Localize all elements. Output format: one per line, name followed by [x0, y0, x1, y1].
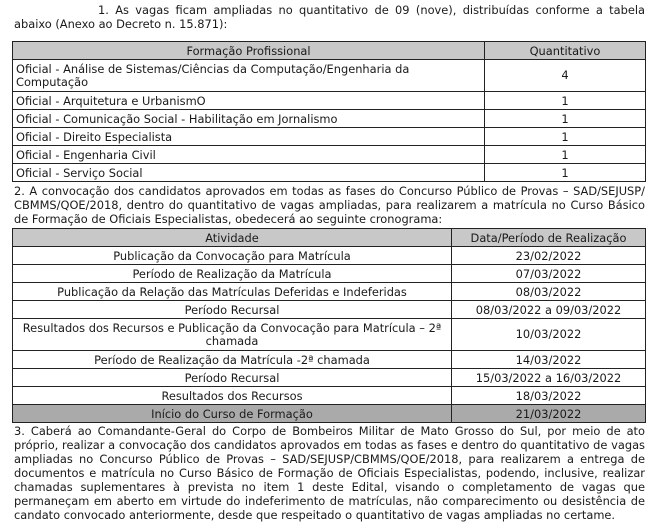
table-cell: 1 — [485, 92, 646, 110]
table-cell: 23/02/2022 — [452, 247, 646, 265]
table-cell: 1 — [485, 164, 646, 182]
column-header: Atividade — [13, 229, 452, 247]
table-cell: 21/03/2022 — [452, 405, 646, 423]
table-cell: 18/03/2022 — [452, 387, 646, 405]
table-row — [13, 247, 646, 265]
table-row — [13, 60, 646, 92]
table-cell: Oficial - Serviço Social — [13, 164, 485, 182]
table-cell: 07/03/2022 — [452, 265, 646, 283]
table-row — [13, 369, 646, 387]
vacancies-table — [12, 41, 646, 182]
table-cell: Período Recursal — [13, 369, 452, 387]
table-row — [13, 128, 646, 146]
table-header-row — [13, 42, 646, 60]
table-cell: Oficial - Arquitetura e UrbanismO — [13, 92, 485, 110]
table-cell: Oficial - Direito Especialista — [13, 128, 485, 146]
table-row — [13, 146, 646, 164]
table-cell: Início do Curso de Formação — [13, 405, 452, 423]
table-cell: Oficial - Engenharia Civil — [13, 146, 485, 164]
paragraph-3: 3. Caberá ao Comandante-Geral do Corpo de Bombeiros Militar de Mato Grosso do Sul, por meio de ato próprio, realizar a convocação dos candidatos aprovados em todas as fases e dentro do quantitativo de vagas ampliadas no Concurso Público de Provas – SAD/SEJUSP/CBMMS/QOE/2018, para realizarem a entrega de documentos e matrícula no Curso Básico de Formação de Oficiais Especialistas, podendo, inclusive, realizar chamadas suplementares à prevista no item 1 deste Edital, visando o completamento de vagas que permaneçam em aberto em virtude do indeferimento de matrículas, não comparecimento ou desistência de candato convocado anteriormente, desde que respeitado o quantitativo de vagas ampliadas no certame. — [14, 424, 645, 522]
table-cell: 1 — [485, 128, 646, 146]
table-cell: Publicação da Convocação para Matrícula — [13, 247, 452, 265]
table-cell: Período Recursal — [13, 301, 452, 319]
column-header: Data/Período de Realização — [452, 229, 646, 247]
table-row — [13, 92, 646, 110]
table-cell: 08/03/2022 a 09/03/2022 — [452, 301, 646, 319]
table-header-row — [13, 229, 646, 247]
table-cell: Resultados dos Recursos — [13, 387, 452, 405]
table-cell: 4 — [485, 60, 646, 92]
paragraph-2: 2. A convocação dos candidatos aprovados em todas as fases do Concurso Público de Provas – SAD/SEJUSP/ CBMMS/QOE/2018, dentro do quantitativo de vagas ampliadas, para realizarem a matrícula no Curso Básico de Formação de Oficiais Especialistas, obedecerá ao seguinte cronograma: — [14, 184, 645, 226]
table-cell: 15/03/2022 a 16/03/2022 — [452, 369, 646, 387]
table-cell: 08/03/2022 — [452, 283, 646, 301]
table-row — [13, 110, 646, 128]
table-cell: Resultados dos Recursos e Publicação da Convocação para Matrícula – 2ª chamada — [13, 319, 452, 351]
table-cell: 10/03/2022 — [452, 319, 646, 351]
table-cell: Oficial - Comunicação Social - Habilitação em Jornalismo — [13, 110, 485, 128]
column-header: Quantitativo — [485, 42, 646, 60]
table-row — [13, 164, 646, 182]
table-cell: 1 — [485, 146, 646, 164]
schedule-table — [12, 228, 646, 423]
column-header: Formação Profissional — [13, 42, 485, 60]
table-row — [13, 283, 646, 301]
table-row-highlighted — [13, 405, 646, 423]
table-row — [13, 265, 646, 283]
table-row — [13, 301, 646, 319]
table-cell: 14/03/2022 — [452, 351, 646, 369]
table-cell: Oficial - Análise de Sistemas/Ciências da Computação/Engenharia da Computação — [13, 60, 485, 92]
table-cell: Período de Realização da Matrícula — [13, 265, 452, 283]
table-cell: Período de Realização da Matrícula -2ª chamada — [13, 351, 452, 369]
table-cell: 1 — [485, 110, 646, 128]
table-row — [13, 319, 646, 351]
table-cell: Publicação da Relação das Matrículas Deferidas e Indeferidas — [13, 283, 452, 301]
paragraph-1: 1. As vagas ficam ampliadas no quantitativo de 09 (nove), distribuídas conforme a tabela abaixo (Anexo ao Decreto n. 15.871): — [14, 3, 645, 31]
table-row — [13, 387, 646, 405]
table-row — [13, 351, 646, 369]
